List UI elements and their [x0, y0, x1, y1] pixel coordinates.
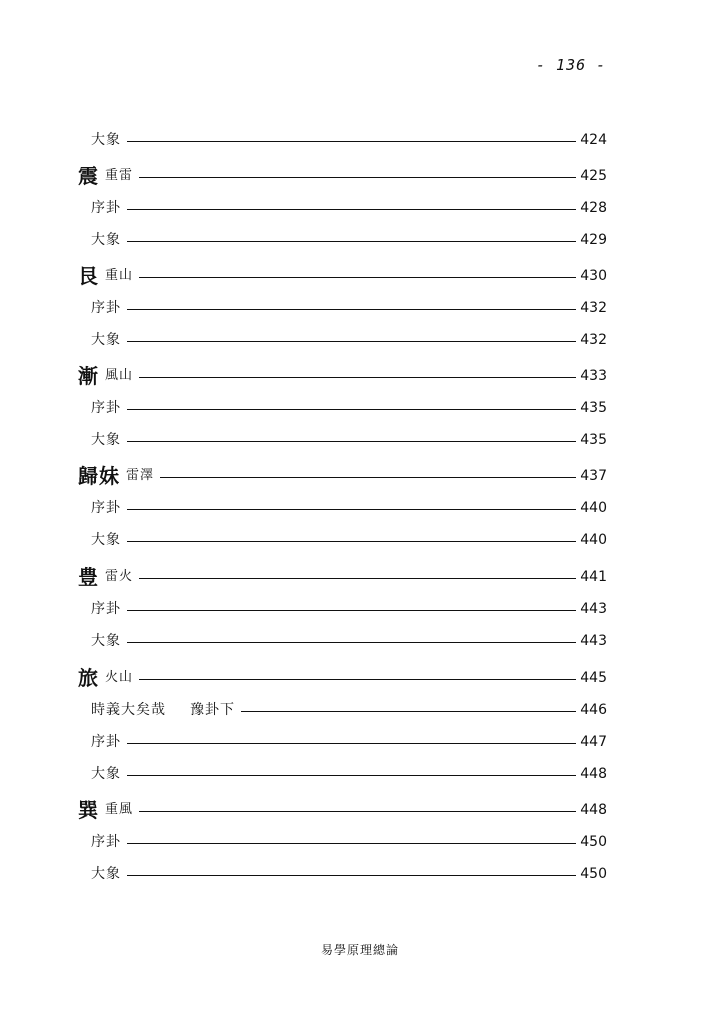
- page-ref: 448: [580, 766, 607, 782]
- page-ref: 440: [580, 500, 607, 516]
- toc-hexagram-entry: [0, 565, 720, 589]
- hexagram-name: 艮: [78, 264, 99, 288]
- leader-line: [127, 775, 576, 776]
- leader-line: [127, 309, 576, 310]
- entry-label: 序卦: [91, 400, 121, 416]
- page-ref: 446: [580, 702, 607, 718]
- page-ref: 432: [580, 332, 607, 348]
- toc-subentry: [0, 830, 720, 854]
- toc-subentry: [0, 428, 720, 452]
- leader-line: [139, 377, 576, 378]
- toc-subentry: [0, 762, 720, 786]
- leader-line: [127, 441, 576, 442]
- page-ref: 441: [580, 569, 607, 585]
- trigram-label: 重風: [105, 802, 134, 817]
- leader-line: [127, 241, 576, 242]
- leader-line: [139, 578, 576, 579]
- leader-line: [160, 477, 576, 478]
- toc-hexagram-entry: [0, 798, 720, 822]
- leader-line: [127, 341, 576, 342]
- leader-line: [127, 642, 576, 643]
- page-ref: 448: [580, 802, 607, 818]
- leader-line: [127, 541, 576, 542]
- leader-line: [127, 509, 576, 510]
- toc-subentry: [0, 196, 720, 220]
- page-ref: 450: [580, 834, 607, 850]
- hexagram-name: 豊: [78, 565, 99, 589]
- toc-subentry: [0, 228, 720, 252]
- toc-subentry: [0, 862, 720, 886]
- leader-line: [127, 843, 576, 844]
- entry-label: 大象: [91, 432, 121, 448]
- toc-subentry: [0, 528, 720, 552]
- page-ref: 433: [580, 368, 607, 384]
- entry-label: 大象: [91, 633, 121, 649]
- page-ref: 450: [580, 866, 607, 882]
- toc-hexagram-entry: [0, 464, 720, 488]
- entry-label: 序卦: [91, 300, 121, 316]
- page-ref: 435: [580, 432, 607, 448]
- hexagram-name: 歸妹: [78, 464, 120, 488]
- page-ref: 424: [580, 132, 607, 148]
- page-number: - 136 -: [536, 56, 607, 74]
- leader-line: [241, 711, 576, 712]
- toc-hexagram-entry: [0, 164, 720, 188]
- leader-line: [127, 875, 576, 876]
- toc-hexagram-entry: [0, 264, 720, 288]
- leader-line: [127, 141, 576, 142]
- leader-line: [139, 679, 576, 680]
- leader-line: [139, 177, 576, 178]
- entry-label: 序卦: [91, 834, 121, 850]
- leader-line: [127, 743, 576, 744]
- toc-subentry: [0, 396, 720, 420]
- entry-label: 序卦: [91, 500, 121, 516]
- trigram-label: 雷澤: [126, 468, 155, 483]
- leader-line: [127, 610, 576, 611]
- hexagram-name: 漸: [78, 364, 99, 388]
- toc-subentry: [0, 296, 720, 320]
- page-ref: 443: [580, 633, 607, 649]
- trigram-label: 火山: [105, 670, 134, 685]
- entry-label: 序卦: [91, 734, 121, 750]
- page-ref: 447: [580, 734, 607, 750]
- toc-subentry: [0, 698, 720, 722]
- trigram-label: 風山: [105, 368, 134, 383]
- page-ref: 432: [580, 300, 607, 316]
- hexagram-name: 震: [78, 164, 99, 188]
- entry-label: 大象: [91, 232, 121, 248]
- page-ref: 440: [580, 532, 607, 548]
- entry-label: 大象: [91, 132, 121, 148]
- hexagram-name: 旅: [78, 666, 99, 690]
- entry-label: 序卦: [91, 601, 121, 617]
- page-ref: 425: [580, 168, 607, 184]
- toc-hexagram-entry: [0, 666, 720, 690]
- leader-line: [139, 811, 576, 812]
- toc-subentry: [0, 730, 720, 754]
- toc-hexagram-entry: [0, 364, 720, 388]
- trigram-label: 重雷: [105, 168, 134, 183]
- entry-label: 序卦: [91, 200, 121, 216]
- entry-label: 大象: [91, 332, 121, 348]
- toc-subentry: [0, 128, 720, 152]
- page-ref: 430: [580, 268, 607, 284]
- entry-note: 豫卦下: [190, 702, 235, 718]
- page-ref: 445: [580, 670, 607, 686]
- page-ref: 428: [580, 200, 607, 216]
- entry-label: 時義大矣哉: [91, 702, 166, 718]
- page-footer: 易學原理總論: [320, 943, 399, 957]
- toc-subentry: [0, 496, 720, 520]
- trigram-label: 雷火: [105, 569, 134, 584]
- entry-label: 大象: [91, 866, 121, 882]
- leader-line: [127, 209, 576, 210]
- page-ref: 437: [580, 468, 607, 484]
- page-ref: 435: [580, 400, 607, 416]
- entry-label: 大象: [91, 766, 121, 782]
- toc-subentry: [0, 328, 720, 352]
- page-ref: 429: [580, 232, 607, 248]
- page-ref: 443: [580, 601, 607, 617]
- hexagram-name: 巽: [78, 798, 99, 822]
- trigram-label: 重山: [105, 268, 134, 283]
- toc-subentry: [0, 629, 720, 653]
- leader-line: [127, 409, 576, 410]
- leader-line: [139, 277, 576, 278]
- entry-label: 大象: [91, 532, 121, 548]
- toc-subentry: [0, 597, 720, 621]
